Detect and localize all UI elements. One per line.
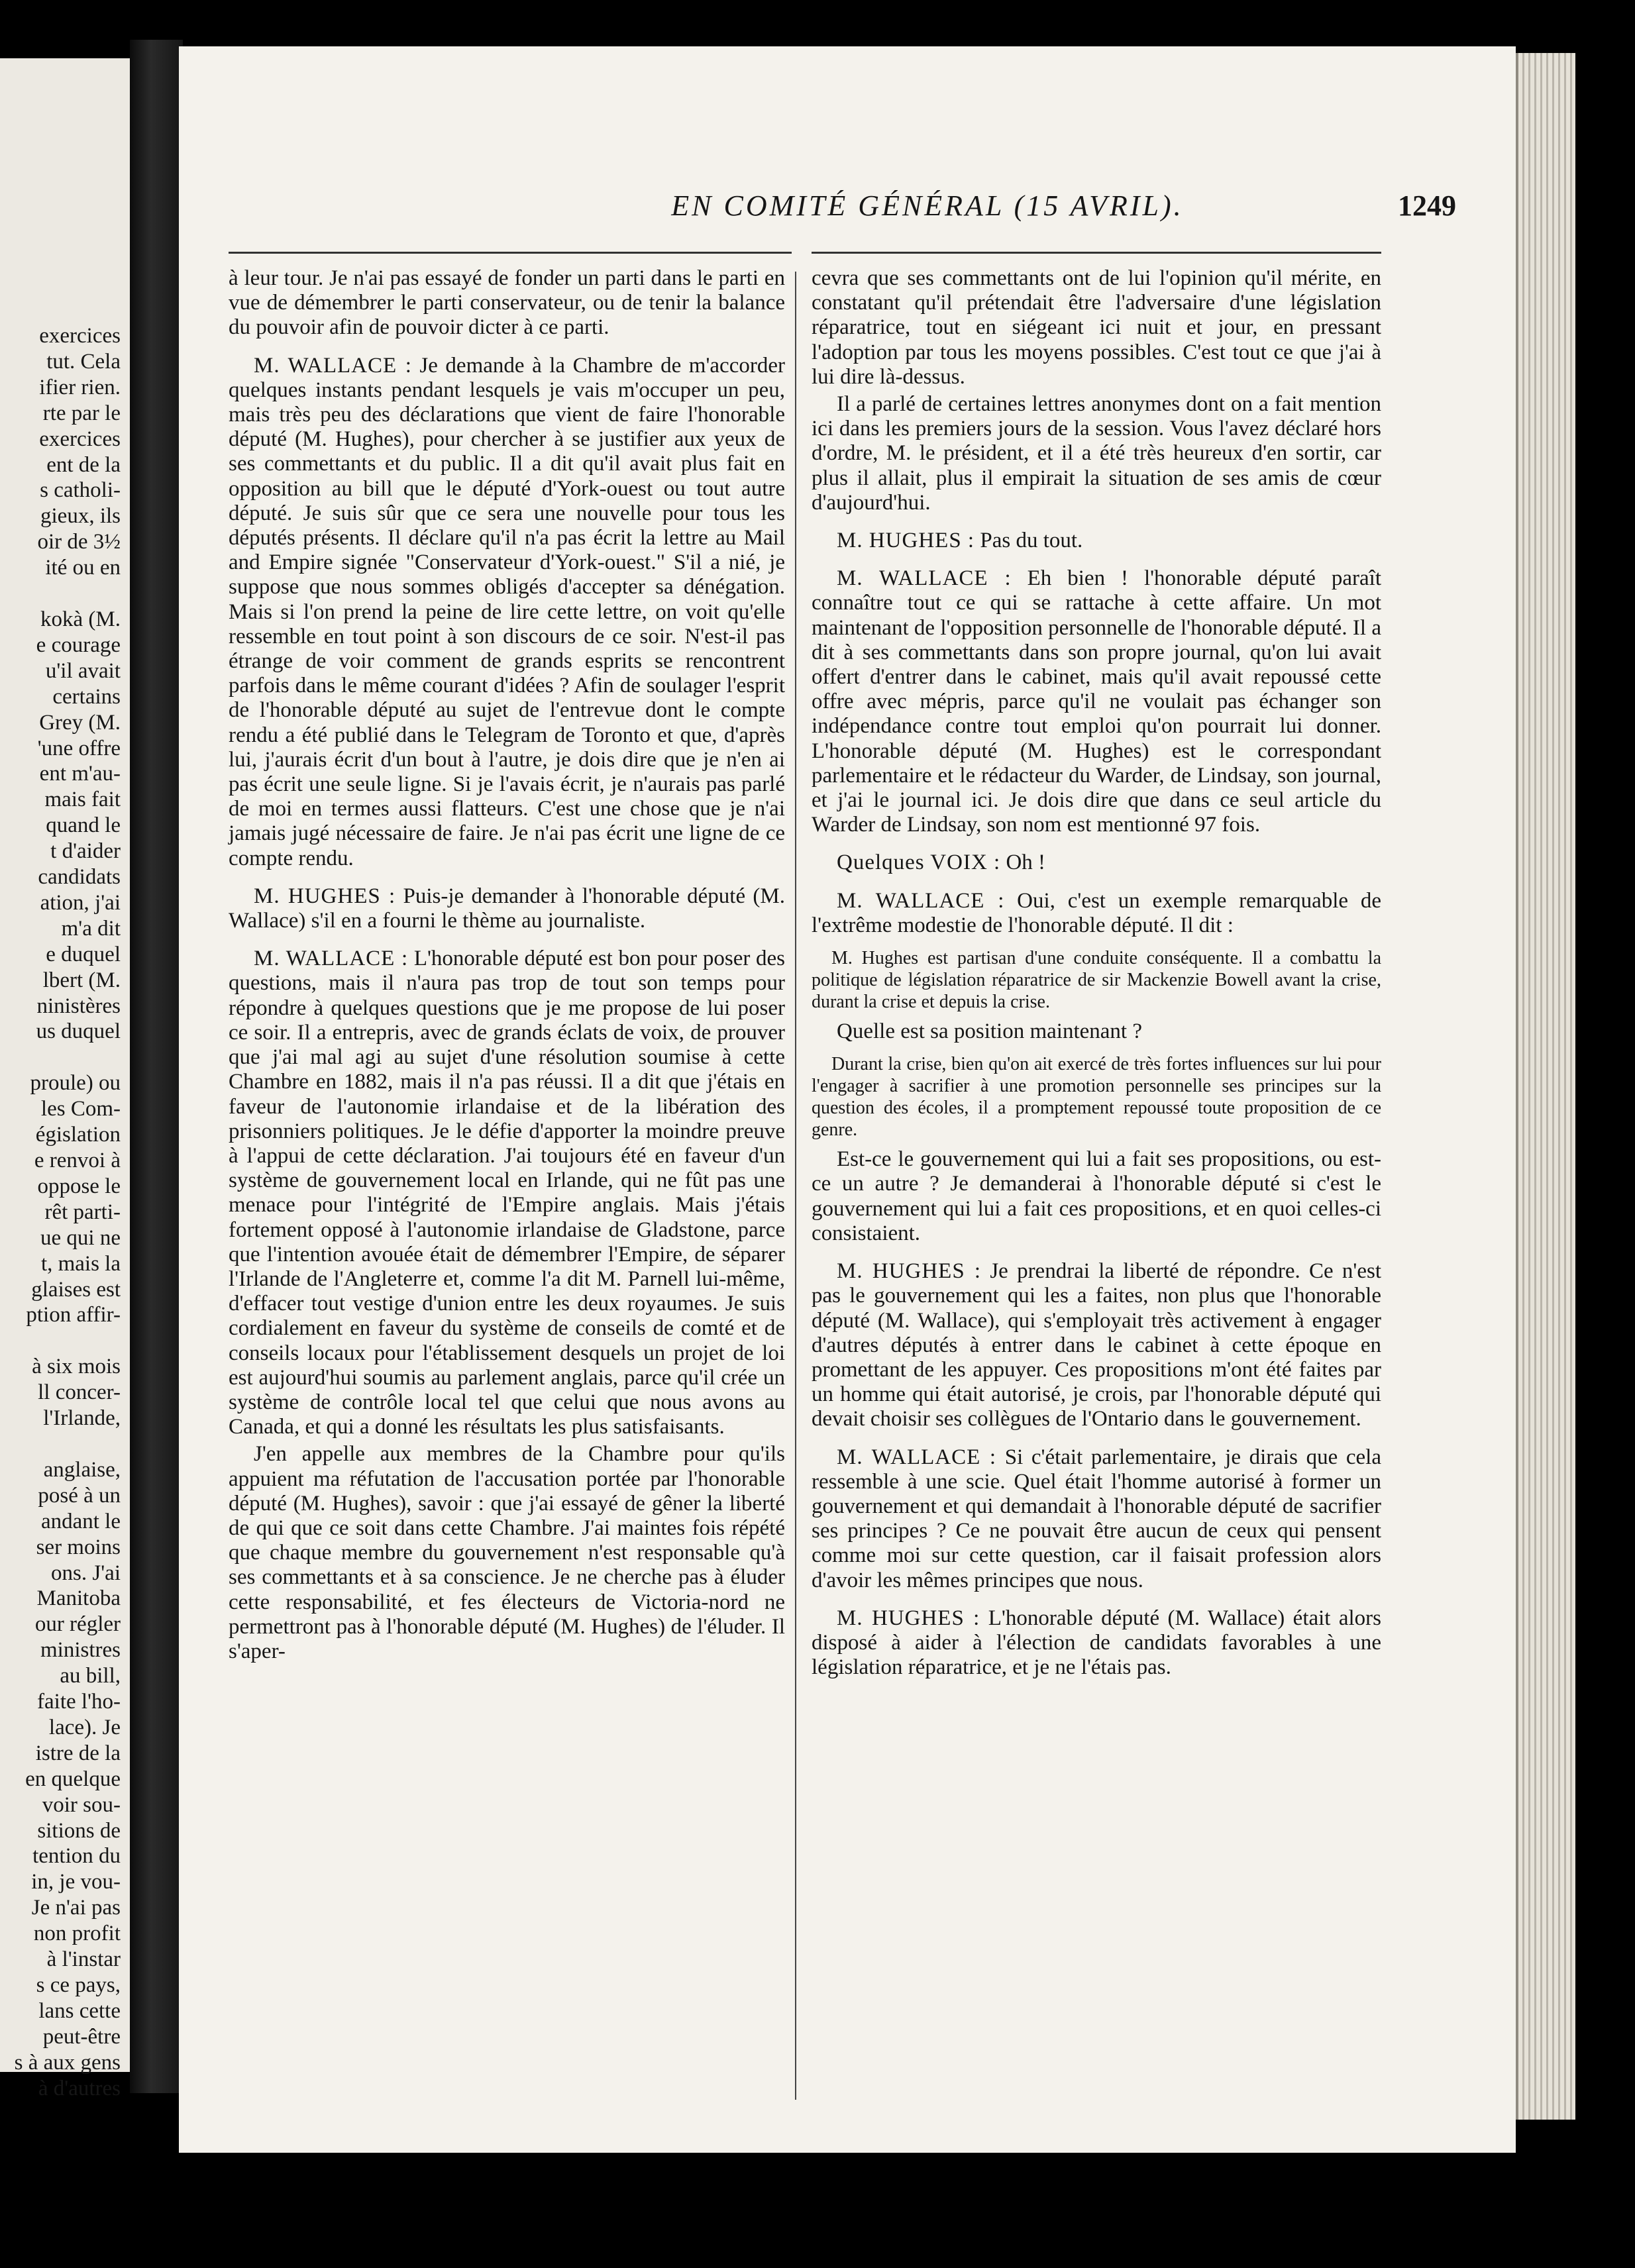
paragraph-continued — [229, 266, 785, 340]
speech-paragraph — [812, 1259, 1381, 1431]
fragment-line: u'il avait — [45, 658, 121, 683]
speech-paragraph — [812, 889, 1381, 938]
paragraph-text: J'en appelle aux membres de la Chambre pour qu'ils appuient ma réfutation de l'accusation portée par l'honorable député (M. Hughes), savoir : que j'ai essayé de gêner la liberté de qui que ce soit dans cette Chambre. J'ai maintes fois répété que chaque membre du gouvernement n'est responsable qu'à ses commettants et à sa conscience. Je ne cherche pas à éluder cette responsabilité, et fes électeurs de Victoria-nord ne permettront pas à l'honorable député (M. Hughes) de l'éluder. Il s'aper- — [229, 1442, 785, 1663]
speaker-name: M. WALLACE : — [837, 888, 1005, 913]
fragment-line: mais fait — [44, 788, 121, 812]
fragment-line: ité ou en — [45, 556, 121, 580]
quoted-passage — [812, 947, 1381, 1013]
fragment-line: Grey (M. — [39, 710, 121, 735]
fragment-line: oir de 3½ — [37, 530, 121, 554]
speech-paragraph — [812, 850, 1381, 875]
speech-paragraph — [812, 529, 1381, 553]
fragment-line: Je n'ai pas — [31, 1896, 121, 1920]
fragment-line: lbert (M. — [42, 968, 121, 992]
paragraph — [812, 1019, 1381, 1044]
fragment-line: rte par le — [42, 401, 121, 425]
paragraph — [812, 1147, 1381, 1246]
fragment-line: ent m'au- — [39, 762, 121, 786]
fragment-line: ent de la — [46, 452, 121, 477]
fragment-line: kokà (M. — [40, 607, 121, 631]
fragment-line: s ce pays, — [36, 1973, 121, 1997]
speaker-name: M. HUGHES : — [254, 884, 396, 908]
fragment-line: m'a dit — [61, 916, 121, 941]
fragment-line: 'une offre — [37, 736, 121, 760]
fragment-line: ation, j'ai — [40, 890, 121, 915]
fragment-line: à six mois — [32, 1355, 121, 1379]
speaker-name: M. WALLACE : — [837, 1445, 997, 1469]
fragment-line: candidats — [38, 865, 121, 890]
fragment-line — [0, 1045, 121, 1070]
fragment-line: Manitoba — [36, 1586, 121, 1611]
fragment-line: istre de la — [35, 1741, 121, 1765]
fragment-line: certains — [52, 684, 121, 709]
paragraph-text: Quelle est sa position maintenant ? — [837, 1019, 1142, 1044]
header-rule-left — [229, 252, 792, 254]
paragraph-text: L'honorable député est bon pour poser des questions, mais il n'aura pas trop de tout son temps pour répondre à quelques questions que je me propose de lui poser ce soir. Il a entrepris, avec de grands éclats de voix, de prouver que j'ai mal agi au sujet d'une résolution soumise à cette Chambre en 1882, mais il n'a pas réussi. Il a dit que j'étais en faveur de l'autonomie irlandaise et de la libération des prisonniers politiques. Je le défie d'apporter la moindre preuve à l'appui de cette déclaration. J'ai toujours été en faveur d'un système de gouvernement local en Irlande, qui ne fût pas une menace pour l'intégrité de l'Empire anglais. Mais j'étais fortement opposé à l'autonomie irlandaise de Gladstone, parce que l'intention avouée était de démembrer l'Empire, de séparer l'Irlande de l'Angleterre et, comme l'a dit M. Parnell lui-même, d'effacer tout vestige d'union entre les deux royaumes. Je suis cordialement en faveur du système de conseils de comté et de conseils locaux pour l'établissement desquels un projet de loi est aujourd'hui soumis au parlement anglais, parce qu'il crée un système de contrôle local tel que celui que nous avons au Canada, et qui a donné les résultats les plus satisfaisants. — [229, 947, 785, 1439]
speech-paragraph — [812, 566, 1381, 837]
fragment-line: ifier rien. — [39, 375, 121, 399]
fragment-line: e courage — [36, 633, 121, 657]
speaker-name: M. HUGHES : — [837, 1606, 980, 1630]
fragment-line: e renvoi à — [34, 1149, 121, 1172]
speaker-name: M. HUGHES : — [837, 1259, 982, 1284]
speaker-name: M. WALLACE : — [837, 566, 1012, 591]
fragment-line: tut. Cela — [46, 349, 121, 374]
fragment-line: t, mais la — [40, 1251, 121, 1276]
fragment-line: ons. J'ai — [51, 1561, 121, 1585]
paragraph-text: cevra que ses commettants ont de lui l'opinion qu'il mérite, en constatant qu'il prétendait être l'adversaire d'une législation réparatrice, tout en siégeant ici nuit et jour, en pressant l'adoption par tous les moyens possibles. C'est tout ce que j'ai à lui dire là-dessus. — [812, 266, 1381, 389]
facing-page-text — [0, 323, 121, 2102]
paragraph-continued — [812, 266, 1381, 389]
header-rule-right — [812, 252, 1381, 254]
speech-paragraph — [229, 947, 785, 1439]
fragment-line: e duquel — [46, 942, 121, 966]
paragraph-text: L'honorable député (M. Wallace) était alors disposé à aider à l'élection de candidats favorables à une législation réparatrice, et je ne l'étais pas. — [812, 1606, 1381, 1680]
fragment-line: non profit — [33, 1922, 121, 1946]
fragment-line: ption affir- — [26, 1303, 121, 1327]
paragraph-text: Eh bien ! l'honorable député paraît connaître tout ce qui se rattache à cette affaire. Un mot maintenant de l'opposition personnelle de l'honorable député. Il a dit à ses commettants dans son propre journal, qu'on lui avait offert d'entrer dans le cabinet, mais qu'il avait repoussé cette offre avec mépris, parce qu'il ne voulait pas échanger son indépendance contre tout emploi qu'on pourrait lui donner. L'honorable député (M. Hughes) est le correspondant parlementaire et le rédacteur du Warder, de Lindsay, son journal, et j'ai le journal ici. Je dois dire que dans ce seul article du Warder de Lindsay, son nom est mentionné 97 fois. — [812, 566, 1381, 837]
fragment-line: faite l'ho- — [37, 1690, 121, 1714]
paragraph-text: Je prendrai la liberté de répondre. Ce n'est pas le gouvernement qui les a faites, non plus que l'honorable député (M. Wallace), qui s'employait très activement à engager d'autres députés à entrer dans le cabinet à cette époque en promettant de les appuyer. Ces propositions m'ont été faites par un homme qui était autorisé, je crois, par l'honorable député qui devait choisir ses collègues de l'Ontario dans le gouvernement. — [812, 1259, 1381, 1431]
speech-paragraph — [812, 1445, 1381, 1593]
fragment-line: t d'aider — [50, 839, 121, 864]
paragraph-text: Durant la crise, bien qu'on ait exercé de très fortes influences sur lui pour l'engager à sacrifier à une promotion personnelle ses principes sur la question des écoles, il a promptement repoussé toute proposition de ce genre. — [812, 1054, 1381, 1141]
fragment-line: les Com- — [40, 1097, 121, 1121]
fragment-line: ue qui ne — [40, 1225, 121, 1250]
speaker-name: M. WALLACE : — [254, 353, 412, 378]
speaker-name: Quelques VOIX : — [837, 850, 1001, 875]
fragment-line: égislation — [35, 1123, 121, 1147]
paragraph-text: Oui, c'est un exemple remarquable de l'extrême modestie de l'honorable député. Il dit : — [812, 888, 1381, 937]
fragment-line: proule) ou — [30, 1071, 121, 1096]
quoted-passage — [812, 1053, 1381, 1141]
paragraph-text: Je demande à la Chambre de m'accorder quelques instants pendant lesquels je vais m'occuper un peu, mais très peu des déclarations que vient de faire l'honorable député (M. Hughes), pour chercher à se justifier aux yeux de ses commettants et du public. Il a dit qu'il avait plus fait en opposition au bill que le député d'York-ouest ou tout autre député. Je suis sûr que ce sera une nouvelle pour tous les députés présents. Il déclare qu'il n'a pas écrit la lettre au Mail and Empire signée "Conservateur d'York-ouest." S'il a nié, je suppose que nous sommes obligés d'accepter sa dénégation. Mais si l'on prend la peine de lire cette lettre, on voit qu'elle ressemble en tout point à son discours de ce soir. N'est-il pas étrange de voir comment de grands esprits se rencontrent parfois dans le même courant d'idées ? Afin de soulager l'esprit de l'honorable député au sujet de l'entrevue dont le compte rendu a été publié dans le Telegram de Toronto et que, d'après lui, j'aurais écrit d'un bout à l'autre, je dois dire que je n'en ai pas écrit une seule ligne. Si je l'avais écrit, je n'aurais pas parlé de moi en termes aussi flatteurs. C'est une chose que je n'ai jamais jugé nécessaire de faire. Je n'ai pas écrit une ligne de ce compte rendu. — [229, 353, 785, 870]
paragraph-text: Puis-je demander à l'honorable député (M. Wallace) s'il en a fourni le thème au journaliste. — [229, 884, 785, 933]
fragment-line — [0, 1328, 121, 1354]
speech-paragraph — [229, 884, 785, 933]
fragment-line: us duquel — [36, 1019, 121, 1044]
paragraph-text: Oh ! — [1000, 850, 1046, 875]
fragment-line: peut-être — [42, 2024, 121, 2049]
column-divider — [795, 272, 796, 2100]
fragment-line: anglaise, — [43, 1457, 121, 1482]
document-page — [179, 46, 1516, 2153]
fragment-line: sitions de — [37, 1818, 121, 1843]
running-title: EN COMITÉ GÉNÉRAL (15 AVRIL). — [671, 189, 1184, 222]
fragment-line: ser moins — [36, 1535, 121, 1559]
paragraph-text: Si c'était parlementaire, je dirais que cela ressemble à une scie. Quel était l'homme autorisé à former un gouvernement et qui demandait à l'honorable député de sacrifier ses principes ? Ce ne pouvait être aucun de ceux qui pensent comme moi sur cette question, car il faisait profession alors d'avoir les mêmes principes que nous. — [812, 1445, 1381, 1592]
fragment-line: lace). Je — [48, 1715, 121, 1739]
speech-paragraph — [812, 1606, 1381, 1680]
fragment-line: quand le — [46, 813, 121, 838]
fragment-line: voir sou- — [42, 1792, 121, 1817]
fragment-line: ministres — [40, 1638, 121, 1663]
page-edges — [1516, 53, 1575, 2120]
paragraph — [229, 1442, 785, 1664]
fragment-line: exercices — [39, 427, 121, 451]
fragment-line: lans cette — [38, 1998, 121, 2023]
speaker-name: M. WALLACE : — [254, 947, 409, 971]
fragment-line: in, je vou- — [31, 1870, 121, 1894]
fragment-line — [0, 1431, 121, 1457]
fragment-line: ninistères — [36, 994, 121, 1018]
page-number: 1249 — [1398, 189, 1456, 222]
speech-paragraph — [229, 354, 785, 871]
fragment-line: glaises est — [31, 1277, 121, 1302]
fragment-line: tention du — [32, 1844, 121, 1869]
fragment-line: au bill, — [60, 1664, 121, 1688]
paragraph-text: Pas du tout. — [975, 529, 1083, 553]
fragment-line: gieux, ils — [40, 504, 121, 529]
fragment-line: our régler — [34, 1612, 121, 1637]
paragraph-text: à leur tour. Je n'ai pas essayé de fonder un parti dans le parti en vue de démembrer le parti conservateur, ou de tenir la balance du pouvoir afin de pouvoir dicter à ce parti. — [229, 266, 785, 340]
fragment-line: l'Irlande, — [43, 1406, 121, 1431]
fragment-line: à d'autres — [38, 2076, 121, 2100]
page-header — [179, 189, 1516, 229]
book-gutter — [130, 40, 183, 2093]
paragraph-text: Est-ce le gouvernement qui lui a fait ses propositions, ou est-ce un autre ? Je demanderai à l'honorable député si c'est le gouvernement qui lui a fait ces propositions, et en quoi celles-ci consistaient. — [812, 1147, 1381, 1245]
facing-page-fragment — [0, 58, 130, 2100]
fragment-line: à l'instar — [46, 1947, 121, 1972]
speaker-name: M. HUGHES : — [837, 529, 975, 553]
paragraph — [812, 392, 1381, 515]
fragment-line: rêt parti- — [44, 1200, 121, 1224]
fragment-line: ll concer- — [38, 1380, 121, 1405]
paragraph-text: M. Hughes est partisan d'une conduite conséquente. Il a combattu la politique de législation réparatrice de sir Mackenzie Bowell avant la crise, durant la crise et depuis la crise. — [812, 948, 1381, 1013]
fragment-line: andant le — [40, 1509, 121, 1533]
fragment-line: en quelque — [25, 1767, 121, 1791]
fragment-line: posé à un — [38, 1483, 121, 1508]
left-column — [229, 266, 785, 1667]
fragment-line: s catholi- — [40, 478, 121, 503]
paragraph-text: Il a parlé de certaines lettres anonymes dont on a fait mention ici dans les premiers jours de la session. Vous l'avez déclaré hors d'ordre, M. le président, et il a été très heureux d'en sortir, car plus il allait, plus il empirait la situation de ses amis de cœur d'aujourd'hui. — [812, 392, 1381, 515]
right-column — [812, 266, 1381, 1682]
fragment-line: exercices — [39, 324, 121, 348]
fragment-line — [0, 581, 121, 607]
fragment-line: s à aux gens — [14, 2050, 121, 2075]
fragment-line: oppose le — [37, 1174, 121, 1198]
